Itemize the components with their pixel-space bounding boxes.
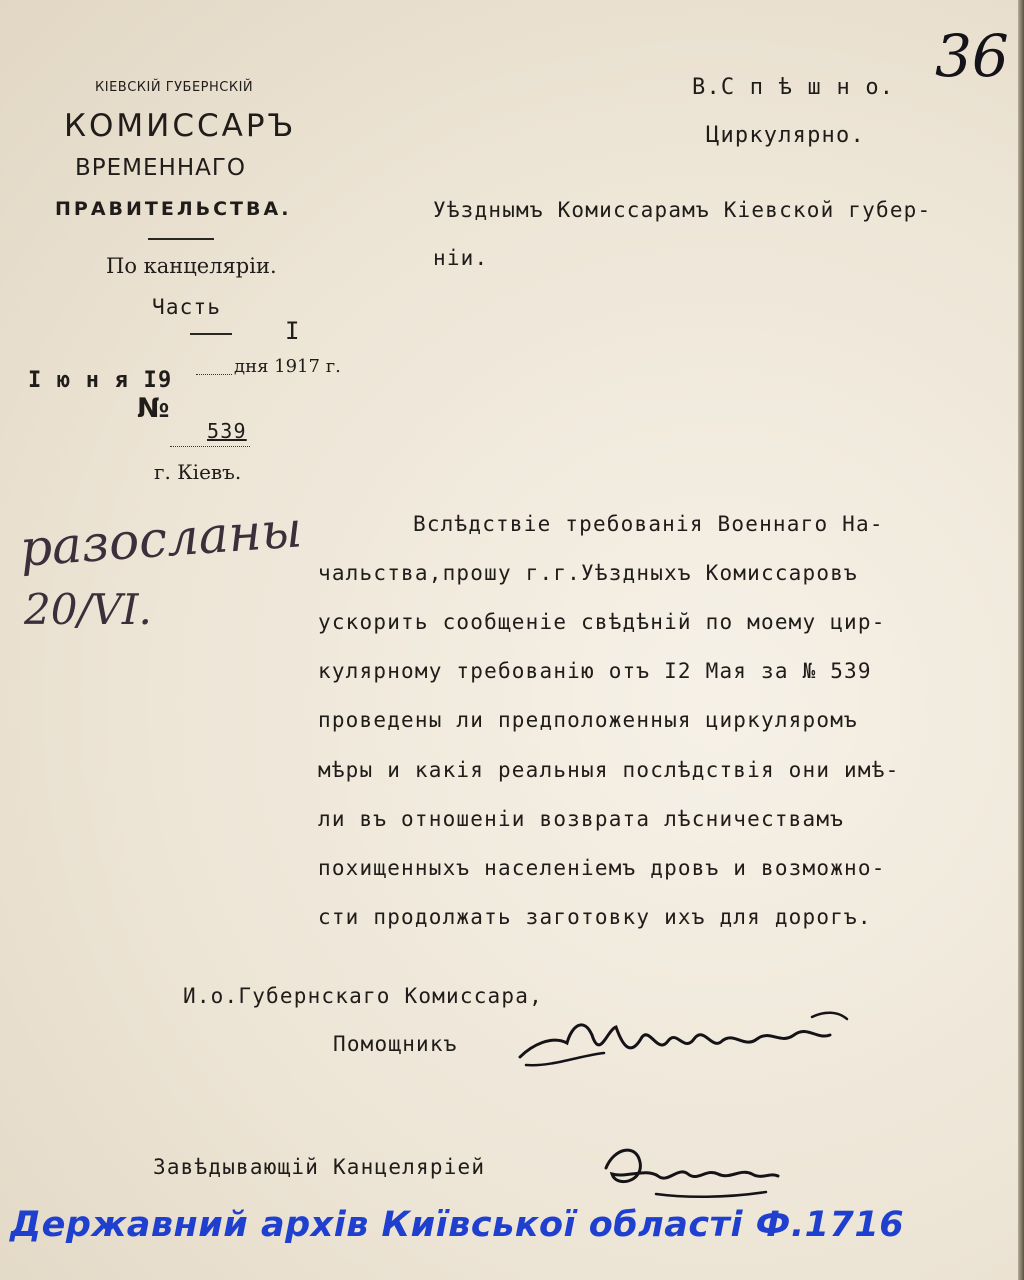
part-rule: [190, 333, 232, 335]
number-value: 539: [207, 419, 247, 443]
letterhead-line2: КОМИССАРЪ: [64, 108, 297, 144]
addressee-line1: Уѣзднымъ Комиссарамъ Кіевской губер-: [433, 198, 932, 222]
date-dotted-line: [196, 374, 232, 375]
office-label: По канцеляріи.: [106, 254, 277, 278]
letterhead-line4: ПРАВИТЕЛЬСТВА.: [55, 198, 292, 220]
body-line: чальства,прошу г.г.Уѣздныхъ Комиссаровъ: [318, 561, 858, 585]
body-line: кулярному требованію отъ I2 Мая за № 539: [318, 659, 872, 683]
part-value: I: [285, 317, 301, 345]
addressee-line2: ніи.: [433, 246, 489, 270]
body-line: Вслѣдствіе требованія Военнаго На-: [413, 512, 884, 536]
body-line: проведены ли предположенныя циркуляромъ: [318, 708, 858, 732]
date-suffix: дня 1917 г.: [234, 356, 341, 377]
letterhead-line3: ВРЕМЕННАГО: [75, 155, 247, 181]
corner-number: 36: [935, 22, 1009, 90]
circular-mark: Циркулярно.: [706, 123, 865, 148]
city: г. Кіевъ.: [154, 460, 242, 484]
letterhead-rule: [148, 238, 214, 240]
head-of-office-label: Завѣдывающій Канцеляріей: [153, 1155, 486, 1179]
head-of-office-signature: [596, 1138, 786, 1208]
handwritten-note-line1: разосланы: [18, 500, 304, 578]
number-label: №: [137, 393, 170, 424]
urgency-mark: В.С п ѣ ш н о.: [692, 75, 895, 100]
handwritten-note-line2: 20/VI.: [24, 585, 152, 634]
archive-footer: Державний архів Київської області Ф.1716: [10, 1205, 905, 1245]
body-line: мѣры и какія реальныя послѣдствія они имѣ-: [318, 758, 900, 782]
body-line: сти продолжать заготовку ихъ для дорогъ.: [318, 905, 872, 929]
body-line: ускорить сообщеніе свѣдѣній по моему цир-: [318, 610, 886, 634]
number-dotted-line: [170, 446, 250, 447]
assistant-label: Помощникъ: [333, 1032, 458, 1056]
body-line: похищенныхъ населеніемъ дровъ и возможно-: [318, 856, 886, 880]
acting-commissioner: И.о.Губернскаго Комиссара,: [183, 984, 543, 1008]
assistant-signature: [512, 1005, 857, 1085]
letterhead-line1: КІЕВСКІЙ ГУБЕРНСКІЙ: [95, 80, 254, 95]
page-edge-shadow: [1018, 0, 1024, 1280]
body-line: ли въ отношеніи возврата лѣсничествамъ: [318, 807, 845, 831]
part-label: Часть: [152, 295, 222, 319]
date-prefix: I ю н я I9: [28, 368, 173, 393]
